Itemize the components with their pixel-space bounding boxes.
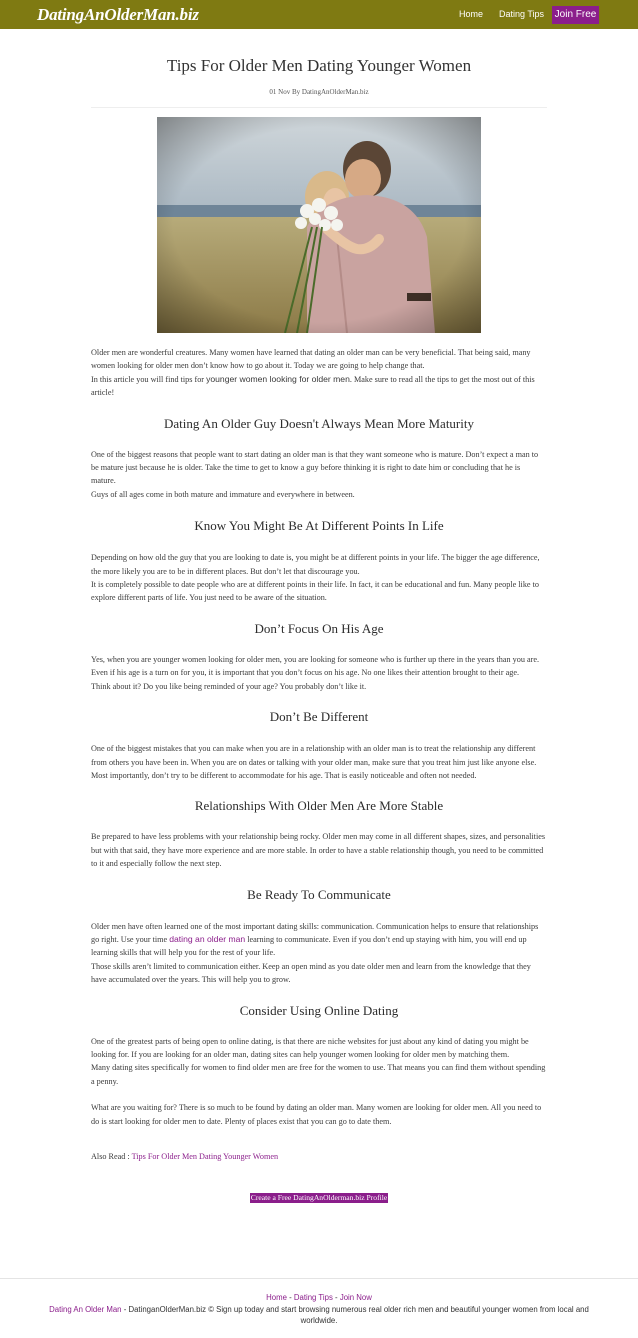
intro-paragraph-1: Older men are wonderful creatures. Many women have learned that dating an older man can be very beneficial. That being said, many women looking for older men don’t know how to go about it. Today we are going to help change that. xyxy=(91,348,531,371)
footer-nav xyxy=(40,1292,598,1304)
article-body xyxy=(91,346,547,1205)
footer-separator: - xyxy=(332,1293,340,1302)
intro-highlight: younger women looking for older men xyxy=(206,373,350,384)
section-different-p1: One of the biggest mistakes that you can make when you are in a relationship with an older man is to treat the relationship any different from others you have been in. When you are on dates or talking with your older man, make sure that you treat him just like anyone else. xyxy=(91,744,537,767)
section-heading-points-in-life: Know You Might Be At Different Points In Life xyxy=(194,518,444,534)
section-age-p2: Think about it? Do you like being reminded of your age? You probably don’t like it. xyxy=(91,681,367,691)
section-stable-p1: Be prepared to have less problems with your relationship being rocky. Older men may come in all different shapes, sizes, and personalities but with that said, they have more experience and are more stable. In order to have a stable relationship though, you need to be committed to it and especially follow the next step. xyxy=(91,832,546,869)
top-navbar xyxy=(0,0,638,29)
footer-separator: - xyxy=(286,1293,294,1302)
section-heading-different: Don’t Be Different xyxy=(269,709,369,725)
section-maturity-p2: Guys of all ages come in both mature and immature and everywhere in between. xyxy=(91,489,355,499)
create-profile-button[interactable]: Create a Free DatingAnOlderman.biz Profile xyxy=(250,1193,388,1203)
also-read-line xyxy=(91,1150,547,1163)
footer-brand-link[interactable]: Dating An Older Man xyxy=(49,1304,122,1314)
footer-copyright-text: - DatinganOlderMan.biz © Sign up today and start browsing numerous real older rich men and beautiful younger women from local and worldwide. xyxy=(121,1304,589,1325)
section-age-p1: Yes, when you are younger women looking for older men, you are looking for someone who is further up there in the years than you are. Even if his age is a turn on for you, it is important that you don’t focus on his age. No one likes their attention brought to their age. xyxy=(91,654,540,678)
dating-older-man-link[interactable]: dating an older man xyxy=(169,933,246,944)
cta-wrapper xyxy=(91,1187,547,1205)
nav-dating-tips-link[interactable]: Dating Tips xyxy=(499,9,545,19)
footer-copyright xyxy=(40,1304,598,1327)
site-logo[interactable]: DatingAnOlderMan.biz xyxy=(37,5,199,24)
hero-photo-illustration xyxy=(157,117,481,333)
section-maturity-p1: One of the biggest reasons that people want to start dating an older man is that they want someone who is mature. Don’t expect a man to be mature just because he is older. Take the time to get to know a guy before thinking it is right to date him or concluding that he is mature. xyxy=(91,449,539,486)
section-communicate-p2: Those skills aren’t limited to communication either. Keep an open mind as you date older men and learn from the knowledge that they have accumulated over the years. This will help you to grow. xyxy=(91,961,531,985)
communicate-text-before: Older men have often learned one of the most important dating skills: communication. Communication helps to ensure that relationships go right. Use your time xyxy=(91,921,539,944)
section-communicate-p1 xyxy=(91,920,547,960)
title-divider xyxy=(91,107,547,108)
footer-home-link[interactable]: Home xyxy=(266,1293,287,1302)
article-title: Tips For Older Men Dating Younger Women xyxy=(166,56,472,75)
section-heading-online-dating: Consider Using Online Dating xyxy=(239,1002,399,1018)
nav-home-link[interactable]: Home xyxy=(459,9,484,19)
section-heading-age: Don’t Focus On His Age xyxy=(254,620,384,636)
footer-divider xyxy=(0,1278,638,1279)
footer xyxy=(40,1292,598,1327)
footer-dating-tips-link[interactable]: Dating Tips xyxy=(293,1293,333,1302)
section-heading-communicate: Be Ready To Communicate xyxy=(247,886,391,902)
section-online-p1: One of the greatest parts of being open to online dating, is that there are niche websites for just about any kind of dating you might be looking for. If you are looking for an older man, dating sites can help younger women looking for older men by matching them. xyxy=(91,1036,529,1059)
intro-text-before: In this article you will find tips for xyxy=(91,374,207,384)
closing-paragraph: What are you waiting for? There is so much to be found by dating an older man. Many women are looking for older men. All you need to do is start looking for older men to date. Plenty of places exist that you can go to date them. xyxy=(91,1103,542,1126)
section-different-p2: Most importantly, don’t try to be different to accommodate for his age. That is easily noticeable and often not needed. xyxy=(91,770,477,780)
section-online-p2: Many dating sites specifically for women to find older men are free for the women to use. That means you can find them without spending a penny. xyxy=(91,1063,546,1086)
footer-join-now-link[interactable]: Join Now xyxy=(339,1293,372,1302)
section-points-p1: Depending on how old the guy that you are looking to date is, you might be at different points in your life. The bigger the age difference, the more likely you are to be in different places. But don’t let that discourage you. xyxy=(91,553,540,576)
section-heading-maturity: Dating An Older Guy Doesn't Always Mean More Maturity xyxy=(164,415,474,431)
section-points-p2: It is completely possible to date people who are at different points in their life. In fact, it can be educational and fun. Many people like to explore different parts of life. You just need to be aware of the situation. xyxy=(91,580,539,603)
hero-photo-couple xyxy=(157,117,481,333)
intro-paragraph-2 xyxy=(91,373,547,400)
also-read-label: Also Read : xyxy=(91,1152,132,1161)
communicate-text-after: learning to communicate. Even if you don’t end up staying with him, you will end up learning skills that will help you for the rest of your life. xyxy=(91,934,527,958)
intro-text-after: . Make sure to read all the tips to get the most out of this article! xyxy=(91,374,535,398)
article-meta: 01 Nov By DatingAnOlderMan.biz xyxy=(269,88,369,96)
also-read-link[interactable]: Tips For Older Men Dating Younger Women xyxy=(131,1152,279,1161)
join-free-button[interactable]: Join Free xyxy=(552,6,599,24)
section-heading-stable: Relationships With Older Men Are More Stable xyxy=(194,798,444,814)
